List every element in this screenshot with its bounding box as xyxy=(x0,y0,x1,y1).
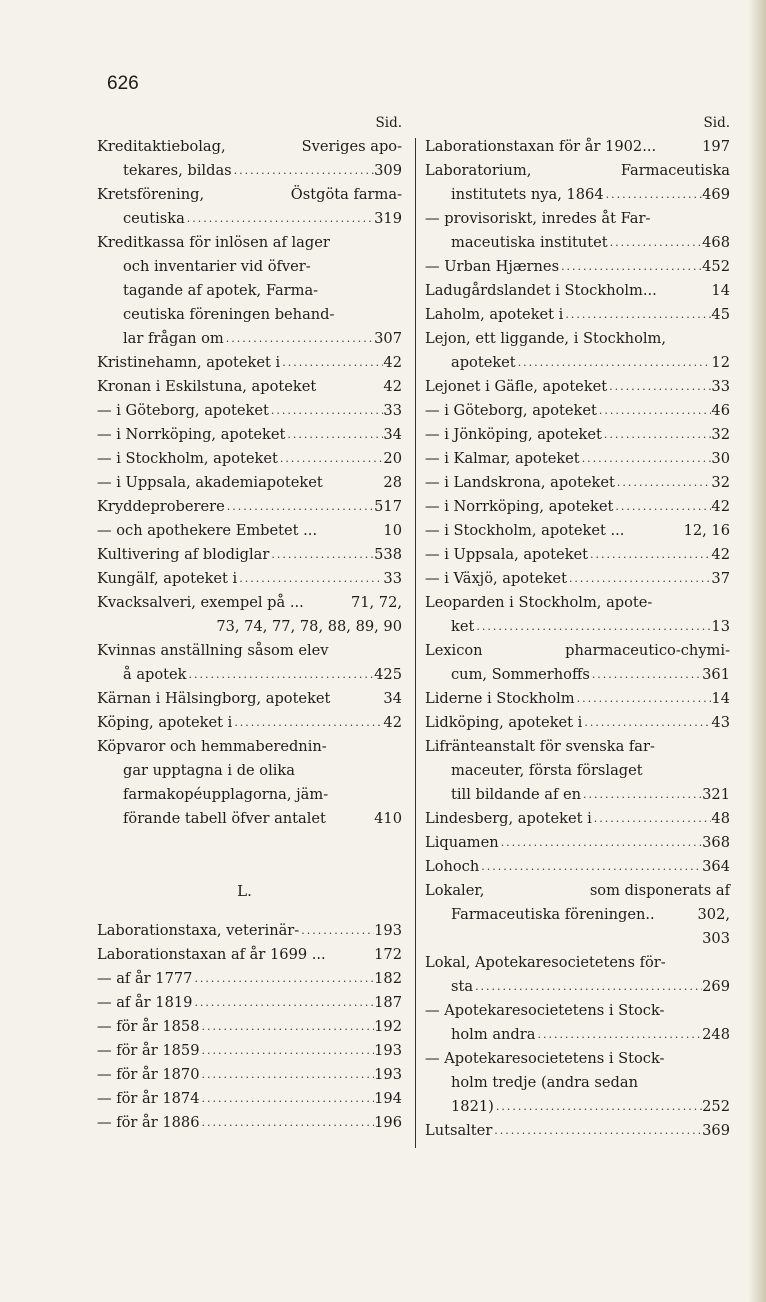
index-line-text: — Apotekaresocietetens i Stock- xyxy=(425,1050,665,1067)
dot-leader xyxy=(200,1039,375,1063)
index-line-text: Kretsförening, xyxy=(97,186,205,203)
entry-page-number: 14 xyxy=(711,690,730,707)
dot-leader xyxy=(192,991,374,1015)
entry-term: — och apothekere Embetet ... xyxy=(97,522,318,539)
index-line-text: farmakopéupplagorna, jäm- xyxy=(123,786,329,803)
index-entry xyxy=(425,135,730,159)
index-entry xyxy=(97,711,402,735)
dot-leader xyxy=(200,1111,375,1135)
entry-term: — i Norrköping, apoteket xyxy=(425,498,614,515)
entry-page-number: 32 xyxy=(711,474,730,491)
dot-leader xyxy=(602,423,712,447)
index-entry xyxy=(97,447,402,471)
entry-page-number: 302, xyxy=(697,906,730,923)
dot-leader xyxy=(608,231,702,255)
index-line xyxy=(425,639,730,663)
index-line-text-end: Sveriges apo- xyxy=(301,138,402,155)
entry-term: Laborationstaxan för år 1902... xyxy=(425,138,657,155)
index-line xyxy=(425,879,730,903)
dot-leader xyxy=(278,447,384,471)
index-entry xyxy=(97,495,402,519)
index-entry xyxy=(97,207,402,231)
index-line xyxy=(97,183,402,207)
index-entry xyxy=(97,399,402,423)
index-entry xyxy=(425,1023,730,1047)
dot-leader xyxy=(580,447,712,471)
entry-term: ket xyxy=(451,618,475,635)
dot-leader xyxy=(479,855,702,879)
entry-term: Ladugårdslandet i Stockholm... xyxy=(425,282,657,299)
entry-page-number: 410 xyxy=(374,810,402,827)
entry-term: Farmaceutiska föreningen.. xyxy=(451,906,655,923)
dot-leader xyxy=(597,399,712,423)
entry-term: Liderne i Stockholm xyxy=(425,690,575,707)
entry-term: lar frågan om xyxy=(123,330,224,347)
entry-term: Lohoch xyxy=(425,858,480,875)
entry-page-number: 37 xyxy=(711,570,730,587)
dot-leader xyxy=(225,495,374,519)
page-number: 626 xyxy=(107,73,139,94)
dot-leader xyxy=(224,327,374,351)
index-line xyxy=(97,279,402,303)
index-line-text: — provisoriskt, inredes åt Far- xyxy=(425,210,651,227)
index-entry xyxy=(97,159,402,183)
index-entry xyxy=(425,567,730,591)
entry-page-number: 364 xyxy=(702,858,730,875)
entry-term: förande tabell öfver antalet xyxy=(123,810,326,827)
index-entry xyxy=(425,423,730,447)
index-entry xyxy=(97,991,402,1015)
index-entry xyxy=(97,663,402,687)
section-letter: L. xyxy=(237,882,252,900)
entry-term: — för år 1886 xyxy=(97,1114,200,1131)
index-line-text-end: Östgöta farma- xyxy=(290,186,402,203)
index-entry xyxy=(97,567,402,591)
index-line xyxy=(97,615,402,639)
entry-page-number: 10 xyxy=(383,522,402,539)
index-line-text: Laboratorium, xyxy=(425,162,532,179)
index-entry xyxy=(97,519,402,543)
entry-term: cum, Sommerhoffs xyxy=(451,666,590,683)
entry-term: Laborationstaxa, veterinär- xyxy=(97,922,300,939)
index-entry xyxy=(97,967,402,991)
dot-leader xyxy=(474,615,711,639)
dot-leader xyxy=(592,807,712,831)
index-entry xyxy=(425,399,730,423)
entry-page-number: 196 xyxy=(374,1114,402,1131)
entry-page-number: 30 xyxy=(711,450,730,467)
dot-leader xyxy=(192,967,374,991)
entry-term: Kvacksalveri, exempel på ... xyxy=(97,594,304,611)
entry-page-number: 321 xyxy=(702,786,730,803)
entry-page-number: 12, 16 xyxy=(683,522,730,539)
entry-term: — för år 1870 xyxy=(97,1066,200,1083)
entry-page-number: 34 xyxy=(383,426,402,443)
index-entry xyxy=(425,303,730,327)
index-line xyxy=(425,207,730,231)
entry-term: Kryddeproberere xyxy=(97,498,225,515)
index-line xyxy=(425,159,730,183)
dot-leader xyxy=(516,351,712,375)
left-entries xyxy=(97,135,402,1135)
entry-term: — af år 1819 xyxy=(97,994,193,1011)
index-entry xyxy=(97,351,402,375)
index-line xyxy=(425,927,730,951)
index-entry xyxy=(97,807,402,831)
index-entry xyxy=(97,543,402,567)
entry-page-number: 42 xyxy=(711,498,730,515)
dot-leader xyxy=(567,567,711,591)
index-entry xyxy=(425,831,730,855)
entry-page-number: 172 xyxy=(374,946,402,963)
entry-term: tekares, bildas xyxy=(123,162,232,179)
index-line xyxy=(425,759,730,783)
entry-page-number: 193 xyxy=(374,1066,402,1083)
entry-term: Kultivering af blodiglar xyxy=(97,546,270,563)
entry-page-number: 42 xyxy=(383,378,402,395)
dot-leader xyxy=(559,255,702,279)
index-entry xyxy=(425,231,730,255)
entry-page-number: 307 xyxy=(374,330,402,347)
dot-leader xyxy=(494,1095,702,1119)
index-line xyxy=(425,327,730,351)
entry-term: — i Växjö, apoteket xyxy=(425,570,567,587)
dot-leader xyxy=(581,783,702,807)
index-entry xyxy=(425,903,730,927)
entry-term: — för år 1858 xyxy=(97,1018,200,1035)
entry-page-number: 34 xyxy=(383,690,402,707)
entry-page-number: 269 xyxy=(702,978,730,995)
index-line-text: ceutiska föreningen behand- xyxy=(123,306,335,323)
index-entry xyxy=(425,183,730,207)
entry-page-number: 33 xyxy=(383,570,402,587)
entry-page-number: 33 xyxy=(383,402,402,419)
sid-header: Sid. xyxy=(703,115,730,131)
index-line-text: Lifränteanstalt för svenska far- xyxy=(425,738,655,755)
index-entry xyxy=(97,591,402,615)
index-line-text: 303 xyxy=(702,930,730,947)
entry-page-number: 12 xyxy=(711,354,730,371)
dot-leader xyxy=(613,495,711,519)
index-entry xyxy=(97,327,402,351)
index-entry xyxy=(97,375,402,399)
entry-term: Kungälf, apoteket i xyxy=(97,570,238,587)
entry-term: — i Göteborg, apoteket xyxy=(97,402,269,419)
dot-leader xyxy=(535,1023,702,1047)
index-line-text: Lokal, Apotekaresocietetens för- xyxy=(425,954,666,971)
index-entry xyxy=(97,687,402,711)
entry-page-number: 182 xyxy=(374,970,402,987)
entry-term: maceutiska institutet xyxy=(451,234,608,251)
index-entry xyxy=(425,1119,730,1143)
index-line xyxy=(425,1071,730,1095)
index-line xyxy=(97,303,402,327)
entry-page-number: 361 xyxy=(702,666,730,683)
index-entry xyxy=(97,943,402,967)
index-entry xyxy=(425,687,730,711)
index-line-text-end: som disponerats af xyxy=(589,882,730,899)
dot-leader xyxy=(575,687,712,711)
dot-leader xyxy=(200,1063,375,1087)
entry-page-number: 193 xyxy=(374,1042,402,1059)
index-line-text: 73, 74, 77, 78, 88, 89, 90 xyxy=(216,618,402,635)
dot-leader xyxy=(187,663,375,687)
entry-page-number: 20 xyxy=(383,450,402,467)
entry-page-number: 252 xyxy=(702,1098,730,1115)
dot-leader xyxy=(607,375,711,399)
entry-page-number: 43 xyxy=(711,714,730,731)
entry-term: Laborationstaxan af år 1699 ... xyxy=(97,946,326,963)
dot-leader xyxy=(492,1119,702,1143)
dot-leader xyxy=(232,711,383,735)
entry-page-number: 33 xyxy=(711,378,730,395)
entry-page-number: 71, 72, xyxy=(350,594,402,611)
index-entry xyxy=(425,375,730,399)
index-line xyxy=(425,951,730,975)
dot-leader xyxy=(563,303,711,327)
index-line-text: Lokaler, xyxy=(425,882,485,899)
index-line xyxy=(425,591,730,615)
entry-term: — af år 1777 xyxy=(97,970,193,987)
entry-term: Laholm, apoteket i xyxy=(425,306,564,323)
dot-leader xyxy=(200,1015,375,1039)
entry-term: — i Göteborg, apoteket xyxy=(425,402,597,419)
dot-leader xyxy=(299,919,374,943)
index-entry xyxy=(425,447,730,471)
entry-page-number: 469 xyxy=(702,186,730,203)
dot-leader xyxy=(499,831,702,855)
entry-term: — i Stockholm, apoteket xyxy=(97,450,278,467)
entry-page-number: 309 xyxy=(374,162,402,179)
index-line-text: tagande af apotek, Farma- xyxy=(123,282,319,299)
index-entry xyxy=(425,711,730,735)
entry-page-number: 369 xyxy=(702,1122,730,1139)
index-line-text: Kvinnas anställning såsom elev xyxy=(97,642,329,659)
entry-term: — i Landskrona, apoteket xyxy=(425,474,615,491)
entry-page-number: 42 xyxy=(383,714,402,731)
index-line-text: Lejon, ett liggande, i Stockholm, xyxy=(425,330,666,347)
index-entry xyxy=(425,975,730,999)
dot-leader xyxy=(232,159,375,183)
index-line xyxy=(425,999,730,1023)
entry-term: apoteket xyxy=(451,354,516,371)
dot-leader xyxy=(588,543,711,567)
sid-header: Sid. xyxy=(375,115,402,131)
index-line-text: Leoparden i Stockholm, apote- xyxy=(425,594,653,611)
entry-page-number: 13 xyxy=(711,618,730,635)
entry-page-number: 538 xyxy=(374,546,402,563)
entry-term: till bildande af en xyxy=(451,786,582,803)
entry-term: Lidköping, apoteket i xyxy=(425,714,583,731)
index-line xyxy=(425,1047,730,1071)
entry-term: sta xyxy=(451,978,474,995)
entry-term: institutets nya, 1864 xyxy=(451,186,604,203)
entry-term: holm andra xyxy=(451,1026,536,1043)
index-entry xyxy=(97,1015,402,1039)
entry-page-number: 517 xyxy=(374,498,402,515)
index-line xyxy=(97,135,402,159)
entry-term: Köping, apoteket i xyxy=(97,714,233,731)
index-entry xyxy=(425,471,730,495)
entry-page-number: 452 xyxy=(702,258,730,275)
entry-term: Liquamen xyxy=(425,834,499,851)
right-column xyxy=(425,111,730,1143)
entry-page-number: 319 xyxy=(374,210,402,227)
dot-leader xyxy=(237,567,383,591)
page-edge-shadow xyxy=(748,0,766,1302)
index-line xyxy=(97,231,402,255)
index-entry xyxy=(97,1087,402,1111)
column-divider xyxy=(415,138,416,1148)
dot-leader xyxy=(615,471,712,495)
index-entry xyxy=(97,1039,402,1063)
index-line-text: Köpvaror och hemmaberednin- xyxy=(97,738,327,755)
entry-term: Kärnan i Hälsingborg, apoteket xyxy=(97,690,331,707)
entry-term: ceutiska xyxy=(123,210,185,227)
entry-term: Kronan i Eskilstuna, apoteket xyxy=(97,378,317,395)
dot-leader xyxy=(473,975,702,999)
index-line-text-end: Farmaceutiska xyxy=(620,162,730,179)
dot-leader xyxy=(269,399,384,423)
index-entry xyxy=(425,783,730,807)
entry-page-number: 248 xyxy=(702,1026,730,1043)
index-line xyxy=(425,735,730,759)
entry-page-number: 45 xyxy=(711,306,730,323)
index-entry xyxy=(97,423,402,447)
index-entry xyxy=(425,543,730,567)
entry-term: — i Stockholm, apoteket ... xyxy=(425,522,625,539)
index-line-text-end: pharmaceutico-chymi- xyxy=(565,642,730,659)
index-line xyxy=(97,783,402,807)
dot-leader xyxy=(269,543,374,567)
index-entry xyxy=(97,1063,402,1087)
left-column xyxy=(97,111,402,1135)
entry-term: Lutsalter xyxy=(425,1122,493,1139)
index-line-text: Lexicon xyxy=(425,642,483,659)
entry-term: — i Norrköping, apoteket xyxy=(97,426,286,443)
index-line-text: Kreditaktiebolag, xyxy=(97,138,226,155)
index-line-text: Kreditkassa för inlösen af lager xyxy=(97,234,330,251)
dot-leader xyxy=(280,351,383,375)
index-entry xyxy=(425,807,730,831)
index-entry xyxy=(425,615,730,639)
entry-term: — i Uppsala, akademiapoteket xyxy=(97,474,323,491)
entry-term: — Urban Hjærnes xyxy=(425,258,560,275)
right-entries xyxy=(425,135,730,1143)
entry-term: Lindesberg, apoteket i xyxy=(425,810,592,827)
entry-page-number: 468 xyxy=(702,234,730,251)
index-entry xyxy=(425,663,730,687)
entry-page-number: 192 xyxy=(374,1018,402,1035)
entry-term: 1821) xyxy=(451,1098,494,1115)
entry-page-number: 425 xyxy=(374,666,402,683)
index-entry xyxy=(425,495,730,519)
entry-term: — i Jönköping, apoteket xyxy=(425,426,602,443)
entry-page-number: 28 xyxy=(383,474,402,491)
index-entry xyxy=(97,471,402,495)
entry-page-number: 194 xyxy=(374,1090,402,1107)
entry-page-number: 32 xyxy=(711,426,730,443)
index-line xyxy=(97,759,402,783)
entry-term: å apotek xyxy=(123,666,187,683)
dot-leader xyxy=(582,711,711,735)
entry-page-number: 197 xyxy=(702,138,730,155)
entry-page-number: 14 xyxy=(711,282,730,299)
index-line-text: och inventarier vid öfver- xyxy=(123,258,311,275)
index-entry xyxy=(97,919,402,943)
index-entry xyxy=(425,255,730,279)
index-line xyxy=(97,735,402,759)
index-line-text: maceuter, första förslaget xyxy=(451,762,643,779)
entry-page-number: 48 xyxy=(711,810,730,827)
entry-term: — för år 1859 xyxy=(97,1042,200,1059)
index-entry xyxy=(425,519,730,543)
entry-term: Kristinehamn, apoteket i xyxy=(97,354,281,371)
entry-page-number: 46 xyxy=(711,402,730,419)
entry-page-number: 193 xyxy=(374,922,402,939)
entry-term: — för år 1874 xyxy=(97,1090,200,1107)
index-entry xyxy=(425,855,730,879)
entry-page-number: 42 xyxy=(711,546,730,563)
dot-leader xyxy=(185,207,374,231)
index-line-text: holm tredje (andra sedan xyxy=(451,1074,638,1091)
entry-term: — i Kalmar, apoteket xyxy=(425,450,580,467)
index-line xyxy=(97,639,402,663)
dot-leader xyxy=(590,663,702,687)
dot-leader xyxy=(285,423,383,447)
entry-term: — i Uppsala, apoteket xyxy=(425,546,589,563)
index-entry xyxy=(425,279,730,303)
index-line-text: — Apotekaresocietetens i Stock- xyxy=(425,1002,665,1019)
dot-leader xyxy=(200,1087,375,1111)
entry-page-number: 42 xyxy=(383,354,402,371)
index-entry xyxy=(97,1111,402,1135)
entry-page-number: 368 xyxy=(702,834,730,851)
entry-term: Lejonet i Gäfle, apoteket xyxy=(425,378,608,395)
index-line-text: gar upptagna i de olika xyxy=(123,762,295,779)
index-entry xyxy=(425,351,730,375)
entry-page-number: 187 xyxy=(374,994,402,1011)
index-line xyxy=(97,255,402,279)
index-entry xyxy=(425,1095,730,1119)
dot-leader xyxy=(604,183,703,207)
